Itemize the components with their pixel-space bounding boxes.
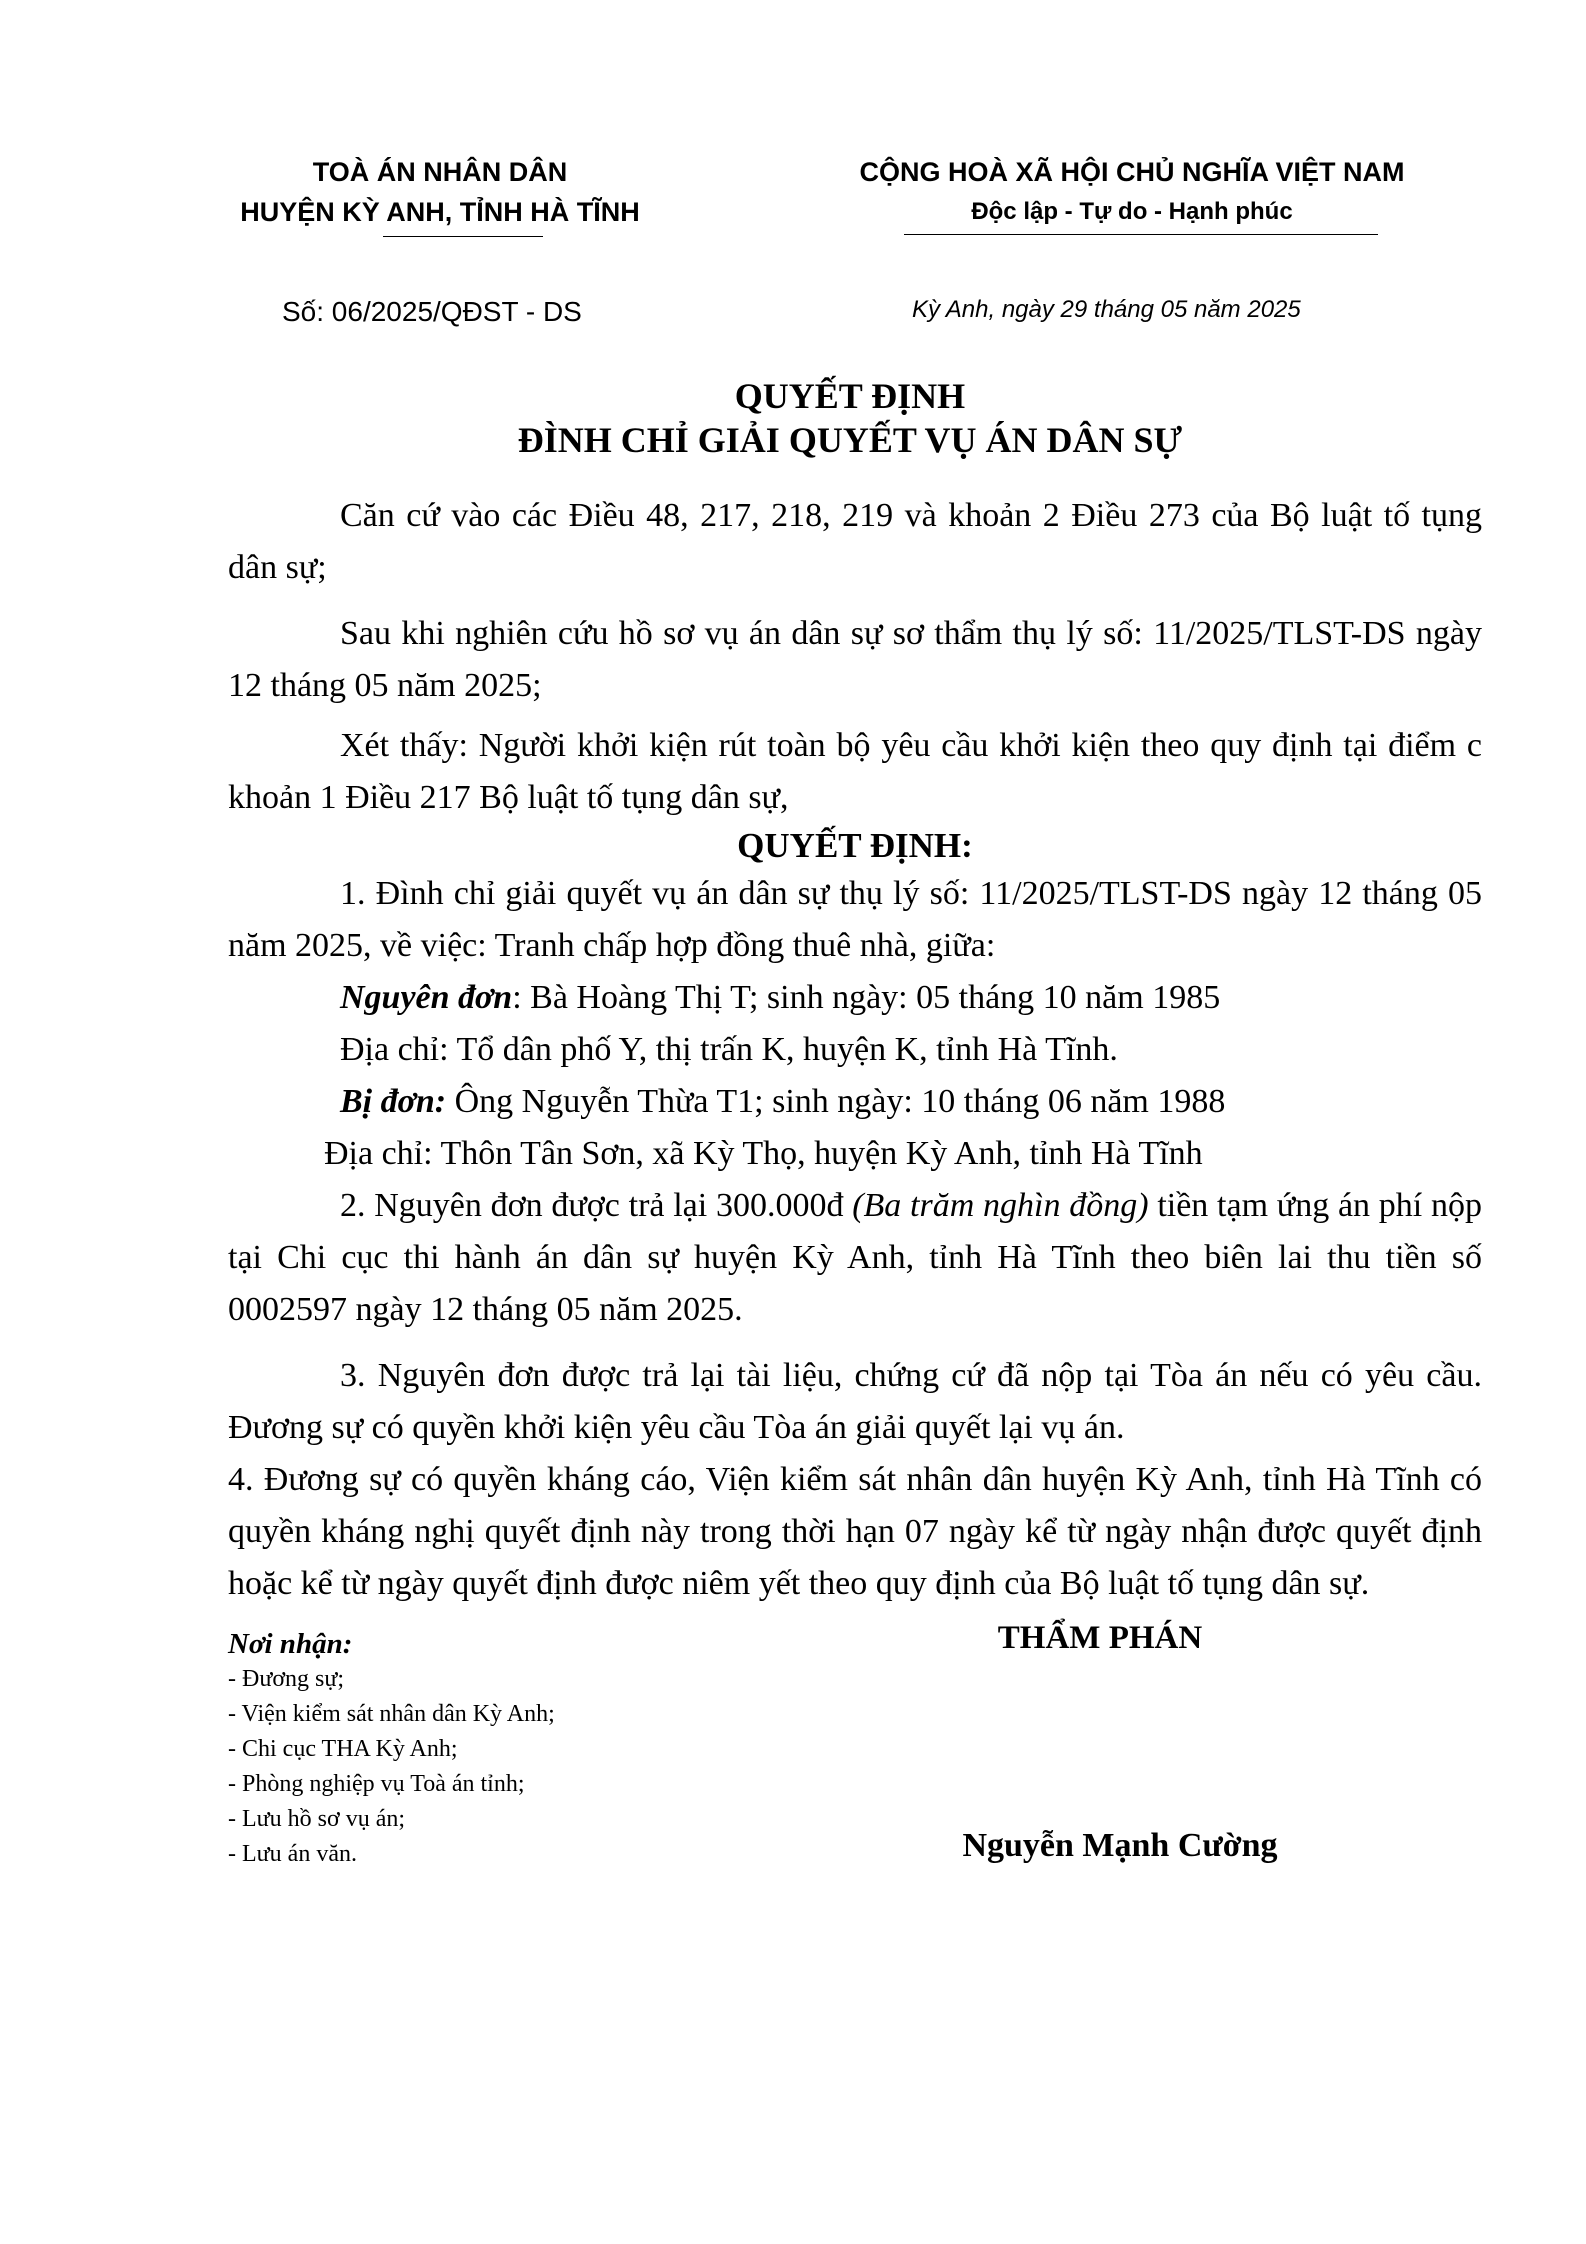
recipient-item: - Phòng nghiệp vụ Toà án tỉnh; [228,1771,525,1797]
plaintiff-address: Địa chỉ: Tổ dân phố Y, thị trấn K, huyện K, tỉnh Hà Tĩnh. [340,1031,1118,1068]
item2-text-after: tiền tạm ứng án phí nộp tại Chi cục thi hành án dân sự huyện Kỳ Anh, tỉnh Hà Tĩnh theo biên lai thu tiền số 0002597 ngày 12 tháng 05 năm 2025. [228,1187,1482,1328]
document-title: QUYẾT ĐỊNH [734,376,966,416]
finding-paragraph: Xét thấy: Người khởi kiện rút toàn bộ yêu cầu khởi kiện theo quy định tại điểm c khoản 1 Điều 217 Bộ luật tố tụng dân sự, [228,727,1482,816]
recipient-item: - Lưu án văn. [228,1841,357,1867]
plaintiff-label: Nguyên đơn [340,979,513,1016]
review-paragraph: Sau khi nghiên cứu hồ sơ vụ án dân sự sơ thẩm thụ lý số: 11/2025/TLST-DS ngày 12 tháng 05 năm 2025; [228,615,1482,704]
recipients-title: Nơi nhận: [228,1628,353,1660]
decision-item-3: 3. Nguyên đơn được trả lại tài liệu, chứng cứ đã nộp tại Tòa án nếu có yêu cầu. Đương sự có quyền khởi kiện yêu cầu Tòa án giải quyết lại vụ án. [228,1357,1482,1446]
recipients-block [228,1626,788,1872]
decision-item-2 [228,1180,1482,1336]
defendant-label: Bị đơn: [340,1083,447,1120]
item2-text-before: 2. Nguyên đơn được trả lại 300.000đ [340,1187,853,1224]
recipient-item: - Viện kiểm sát nhân dân Kỳ Anh; [228,1701,555,1727]
nation-name: CỘNG HOÀ XÃ HỘI CHỦ NGHĨA VIỆT NAM [859,157,1405,187]
court-header [190,152,690,232]
basis-paragraph: Căn cứ vào các Điều 48, 217, 218, 219 và khoản 2 Điều 273 của Bộ luật tố tụng dân sự; [228,497,1482,586]
plaintiff-text: : Bà Hoàng Thị T; sinh ngày: 05 tháng 10 năm 1985 [512,979,1221,1016]
court-name: TOÀ ÁN NHÂN DÂN [312,157,568,187]
judge-title: THẨM PHÁN [997,1620,1203,1656]
recipient-item: - Đương sự; [228,1666,345,1692]
recipient-item: - Lưu hồ sơ vụ án; [228,1806,406,1832]
decision-number: Số: 06/2025/QĐST - DS [282,296,582,327]
defendant-text: Ông Nguyễn Thừa T1; sinh ngày: 10 tháng 06 năm 1988 [446,1083,1226,1120]
decision-item-4: 4. Đương sự có quyền kháng cáo, Viện kiểm sát nhân dân huyện Kỳ Anh, tỉnh Hà Tĩnh có quyền kháng nghị quyết định này trong thời hạn 07 ngày kể từ ngày nhận được quyết định hoặc kể từ ngày quyết định được niêm yết theo quy định của Bộ luật tố tụng dân sự. [228,1461,1482,1602]
document-body [228,490,1482,1610]
plaintiff-line [228,972,1482,1024]
decision-item-1: 1. Đình chỉ giải quyết vụ án dân sự thụ lý số: 11/2025/TLST-DS ngày 12 tháng 05 năm 2025, về việc: Tranh chấp hợp đồng thuê nhà, giữa: [228,875,1482,964]
document-subtitle: ĐÌNH CHỈ GIẢI QUYẾT VỤ ÁN DÂN SỰ [517,420,1183,460]
recipient-item: - Chi cục THA Kỳ Anh; [228,1736,458,1762]
recipients-list [228,1662,788,1872]
nation-header [782,152,1482,232]
judge-name: Nguyễn Mạnh Cường [962,1827,1278,1864]
decision-heading: QUYẾT ĐỊNH: [737,826,973,865]
defendant-line [228,1076,1482,1128]
nation-motto: Độc lập - Tự do - Hạnh phúc [971,198,1293,225]
court-header-underline [383,236,543,237]
item2-amount-words: (Ba trăm nghìn đồng) [852,1187,1149,1224]
decision-date: Kỳ Anh, ngày 29 tháng 05 năm 2025 [912,296,1301,323]
defendant-address: Địa chỉ: Thôn Tân Sơn, xã Kỳ Thọ, huyện Kỳ Anh, tỉnh Hà Tĩnh [324,1135,1203,1172]
court-location: HUYỆN KỲ ANH, TỈNH HÀ TĨNH [240,197,640,227]
nation-header-underline [904,234,1378,235]
